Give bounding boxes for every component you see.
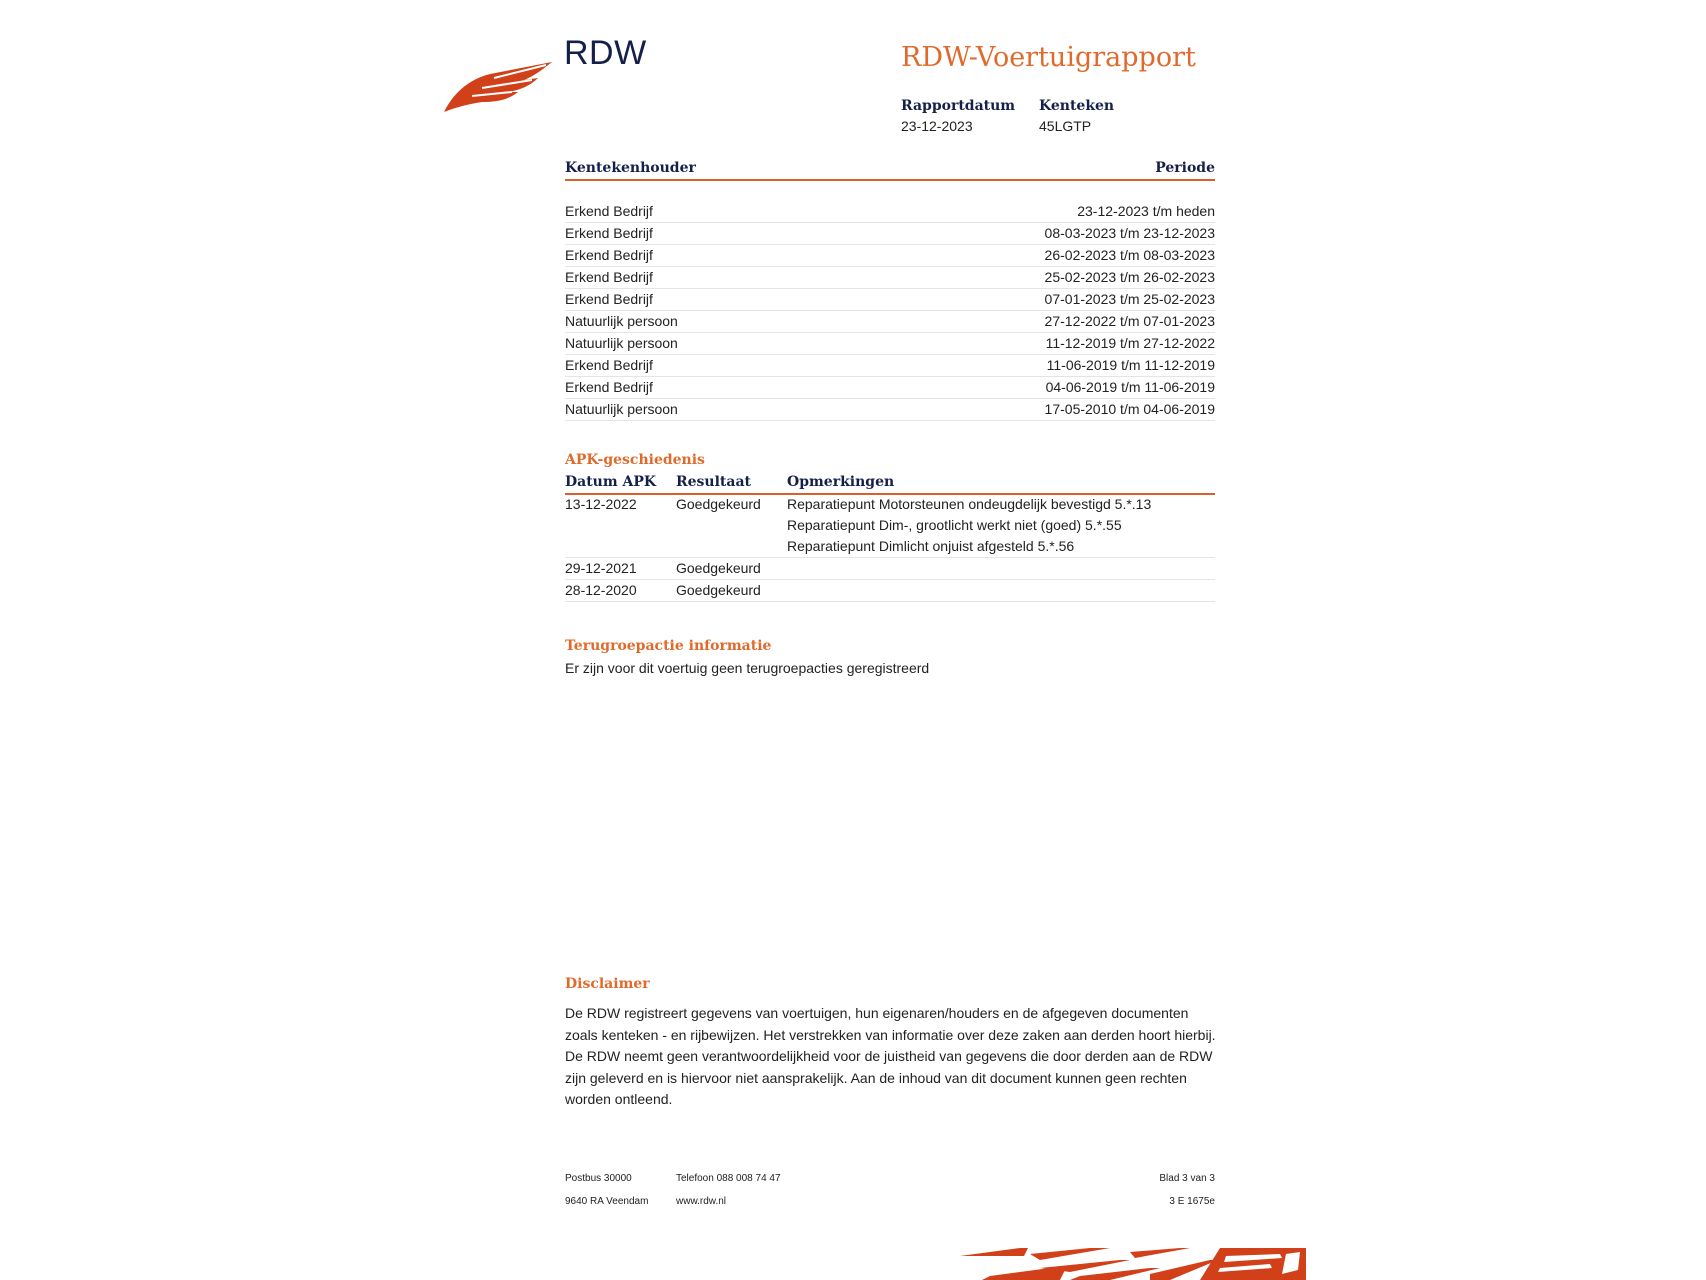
apk-date: 28-12-2020 bbox=[565, 582, 637, 598]
recall-section-title: Terugroepactie informatie bbox=[565, 638, 772, 654]
plate-value: 45LGTP bbox=[1039, 118, 1092, 134]
brand-name: RDW bbox=[564, 34, 647, 72]
footer-website[interactable]: www.rdw.nl bbox=[676, 1196, 727, 1207]
footer-phone: Telefoon 088 008 74 47 bbox=[676, 1173, 781, 1184]
holder-period: 08-03-2023 t/m 23-12-2023 bbox=[1044, 225, 1215, 241]
apk-date: 13-12-2022 bbox=[565, 496, 637, 512]
disclaimer-text: De RDW registreert gegevens van voertuigen, hun eigenaren/houders en de afgegeven documenten zoals kenteken - en rijbewijzen. Het verstrekken van informatie over deze zaken aan derden hoort hierbij. De RDW neemt geen verantwoordelijkheid voor de juistheid van gegevens die door derden aan de RDW zijn geleverd en is hiervoor niet aansprakelijk. Aan de inhoud van dit document kunnen geen rechten worden ontleend. bbox=[565, 1005, 1216, 1107]
apk-section-title: APK-geschiedenis bbox=[565, 452, 705, 468]
holder-name: Erkend Bedrijf bbox=[565, 291, 653, 307]
apk-result-column-header: Resultaat bbox=[676, 474, 751, 490]
apk-remark-line: Reparatiepunt Dimlicht onjuist afgesteld 5.*.56 bbox=[787, 538, 1075, 554]
apk-result: Goedgekeurd bbox=[676, 582, 761, 598]
recall-text: Er zijn voor dit voertuig geen terugroepacties geregistreerd bbox=[565, 660, 930, 676]
holder-row bbox=[565, 245, 1215, 267]
disclaimer-title: Disclaimer bbox=[565, 976, 650, 992]
apk-row bbox=[565, 580, 1215, 602]
holder-name: Natuurlijk persoon bbox=[565, 313, 678, 329]
apk-table-body bbox=[565, 494, 1215, 602]
report-title: RDW-Voertuigrapport bbox=[901, 42, 1196, 73]
apk-remark-line: Reparatiepunt Motorsteunen ondeugdelijk bevestigd 5.*.13 bbox=[787, 496, 1152, 512]
holder-period: 07-01-2023 t/m 25-02-2023 bbox=[1044, 291, 1215, 307]
holder-period: 11-12-2019 t/m 27-12-2022 bbox=[1045, 335, 1215, 351]
period-column-header: Periode bbox=[1155, 160, 1215, 176]
holder-row bbox=[565, 267, 1215, 289]
holder-row bbox=[565, 399, 1215, 421]
holder-name: Natuurlijk persoon bbox=[565, 401, 678, 417]
holder-row bbox=[565, 355, 1215, 377]
apk-remark-line: Reparatiepunt Dim-, grootlicht werkt niet (goed) 5.*.55 bbox=[787, 517, 1122, 533]
holder-row bbox=[565, 223, 1215, 245]
holder-period: 04-06-2019 t/m 11-06-2019 bbox=[1045, 379, 1215, 395]
holder-period: 26-02-2023 t/m 08-03-2023 bbox=[1044, 247, 1215, 263]
holder-period: 11-06-2019 t/m 11-12-2019 bbox=[1046, 357, 1215, 373]
holder-name: Erkend Bedrijf bbox=[565, 357, 653, 373]
apk-result: Goedgekeurd bbox=[676, 560, 761, 576]
holder-period: 25-02-2023 t/m 26-02-2023 bbox=[1044, 269, 1215, 285]
holders-table-body bbox=[565, 201, 1215, 421]
footer-page-number: Blad 3 van 3 bbox=[1159, 1173, 1215, 1184]
holders-header-rule bbox=[565, 179, 1215, 181]
plate-label: Kenteken bbox=[1039, 98, 1115, 114]
rdw-logo-icon bbox=[442, 56, 554, 114]
holder-period: 23-12-2023 t/m heden bbox=[1077, 203, 1215, 219]
holder-name: Erkend Bedrijf bbox=[565, 225, 653, 241]
footer-city: 9640 RA Veendam bbox=[565, 1196, 649, 1207]
apk-date-column-header: Datum APK bbox=[565, 474, 657, 490]
holder-period: 27-12-2022 t/m 07-01-2023 bbox=[1044, 313, 1215, 329]
holder-row bbox=[565, 311, 1215, 333]
apk-remarks bbox=[787, 496, 1151, 559]
report-date-label: Rapportdatum bbox=[901, 98, 1016, 114]
apk-date: 29-12-2021 bbox=[565, 560, 637, 576]
holder-row bbox=[565, 333, 1215, 355]
apk-row bbox=[565, 558, 1215, 580]
apk-result: Goedgekeurd bbox=[676, 496, 761, 512]
holder-row bbox=[565, 201, 1215, 223]
report-date-value: 23-12-2023 bbox=[901, 118, 973, 134]
apk-remarks-column-header: Opmerkingen bbox=[787, 474, 895, 490]
holder-name: Erkend Bedrijf bbox=[565, 269, 653, 285]
holder-name: Erkend Bedrijf bbox=[565, 247, 653, 263]
holder-column-header: Kentekenhouder bbox=[565, 160, 696, 176]
holder-name: Natuurlijk persoon bbox=[565, 335, 678, 351]
footer-document-code: 3 E 1675e bbox=[1169, 1196, 1215, 1207]
decorative-stripes-graphic bbox=[920, 1244, 1306, 1280]
footer-postbus: Postbus 30000 bbox=[565, 1173, 632, 1184]
holder-period: 17-05-2010 t/m 04-06-2019 bbox=[1044, 401, 1215, 417]
holder-name: Erkend Bedrijf bbox=[565, 203, 653, 219]
holder-name: Erkend Bedrijf bbox=[565, 379, 653, 395]
holder-row bbox=[565, 377, 1215, 399]
holder-row bbox=[565, 289, 1215, 311]
apk-row bbox=[565, 494, 1215, 558]
